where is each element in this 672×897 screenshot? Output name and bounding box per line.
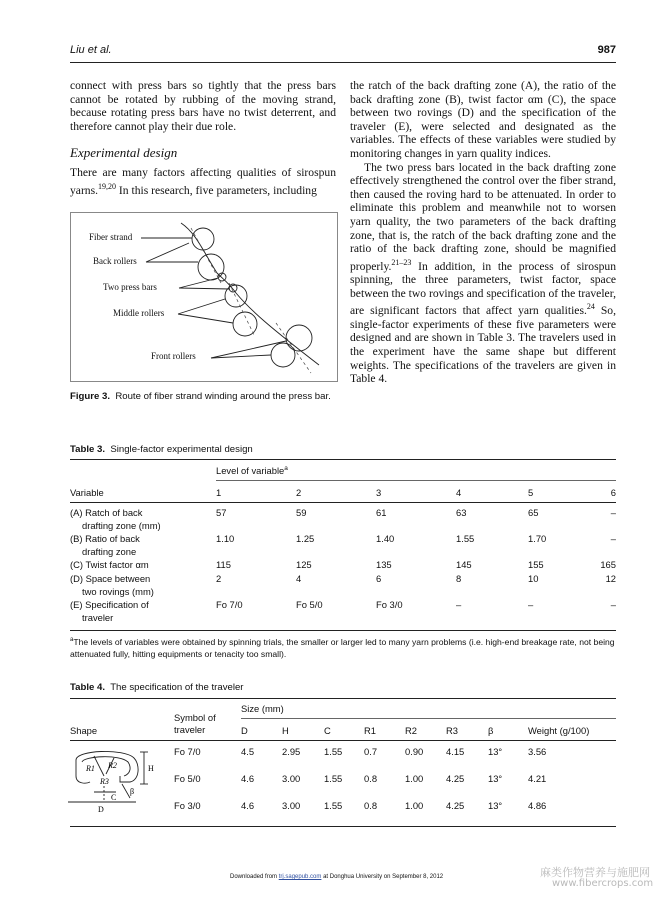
download-footer <box>230 874 443 880</box>
table-cell: 1.55 <box>324 773 343 784</box>
table-cell: 3.00 <box>282 800 301 811</box>
table-cell: 2 <box>216 573 222 584</box>
figure-3-frame <box>70 212 338 382</box>
table-cell: 63 <box>456 507 467 518</box>
table-cell: – <box>610 533 616 544</box>
table-3-caption-text: Single-factor experimental design <box>110 444 253 455</box>
col-R2: R2 <box>405 725 417 736</box>
table-cell: Fo 5/0 <box>174 773 201 784</box>
table-3-caption-label: Table 3. <box>70 444 106 455</box>
table-cell: 1.00 <box>405 773 424 784</box>
front-roller-top <box>286 325 312 351</box>
table-cell: 1.55 <box>324 800 343 811</box>
col-level-3: 3 <box>376 487 382 498</box>
table-cell: 4.6 <box>241 800 255 811</box>
row-label-line2: two rovings (mm) <box>82 585 154 597</box>
col-weight: Weight (g/100) <box>528 725 590 736</box>
citation-ref: 21–23 <box>391 257 412 267</box>
shape-label-r2: R2 <box>108 761 117 770</box>
table-cell: 13° <box>488 800 503 811</box>
table-3-group-header <box>216 465 288 476</box>
group-header-footnote-mark: a <box>284 465 288 472</box>
table-cell: 1.55 <box>456 533 475 544</box>
table-cell: 125 <box>296 559 312 570</box>
col-H: H <box>282 725 289 736</box>
left-paragraph-2 <box>70 166 336 197</box>
table-row <box>174 746 546 773</box>
table-cell: 8 <box>456 573 462 584</box>
table-4-header-rule <box>70 740 616 741</box>
table-3-footnote <box>70 634 616 661</box>
figure-3-caption-text: Route of fiber strand winding around the press bar. <box>115 391 331 402</box>
shape-label-h: H <box>148 764 154 773</box>
label-press-bars: Two press bars <box>103 282 157 292</box>
table-cell: 4 <box>296 573 302 584</box>
table-3 <box>70 487 616 507</box>
shape-label-r1: R1 <box>86 764 95 773</box>
table-cell: 61 <box>376 507 387 518</box>
fiber-strand-path <box>181 223 319 365</box>
row-label <box>70 573 216 599</box>
table-cell: 1.10 <box>216 533 235 544</box>
size-header-rule <box>241 718 616 719</box>
table-4-caption <box>70 682 244 693</box>
table-3-caption <box>70 444 253 455</box>
table-cell: – <box>528 599 534 610</box>
col-level-5: 5 <box>528 487 534 498</box>
table-cell: 4.21 <box>528 773 547 784</box>
footnote-text: The levels of variables were obtained by spinning trials, the smaller or larger led to many yarn problems (i.e. high-end breakage rate, not being attenuated fully, hitting equipments or tenacity too small). <box>70 636 615 660</box>
figure-3-caption-label: Figure 3. <box>70 391 110 402</box>
left-paragraph-2-text: There are many factors affecting qualities of sirospun yarns. <box>70 165 336 197</box>
col-level-2: 2 <box>296 487 302 498</box>
size-header: Size (mm) <box>241 703 284 714</box>
col-level-1: 1 <box>216 487 222 498</box>
table-cell: 165 <box>600 559 616 570</box>
col-R3: R3 <box>446 725 458 736</box>
shape-label-beta: β <box>130 787 135 796</box>
label-fiber-strand: Fiber strand <box>89 232 133 242</box>
table-cell: 10 <box>528 573 539 584</box>
table-cell: – <box>610 507 616 518</box>
table-cell: 4.25 <box>446 800 465 811</box>
col-C: C <box>324 725 331 736</box>
right-paragraph-2-text: The two press bars located in the back drafting zone effectively strengthened the control over the fiber strand, then caused the roving hard to be attenuated. In order to eliminate this problem and meanwhile not to worsen yarn quality, the two parameters of the back drafting zone, that is, the ratch of the back drafting zone and the ratio of the back drafting zone, should be magnified properly. <box>350 160 616 273</box>
table-row <box>70 559 616 573</box>
row-label: (C) Twist factor αm <box>70 559 149 570</box>
table-cell: 4.25 <box>446 773 465 784</box>
back-roller-top <box>192 228 214 250</box>
table-3-top-rule <box>70 459 616 460</box>
table-cell: 12 <box>605 573 616 584</box>
row-label-line2: drafting zone (mm) <box>82 519 161 531</box>
row-label <box>70 599 216 625</box>
left-column <box>70 79 336 197</box>
label-front-rollers: Front rollers <box>151 351 196 361</box>
table-cell: 0.90 <box>405 746 424 757</box>
table-cell: 13° <box>488 773 503 784</box>
col-level-4: 4 <box>456 487 462 498</box>
table-cell: 0.7 <box>364 746 378 757</box>
right-column <box>350 79 616 386</box>
section-title: Experimental design <box>70 145 178 161</box>
table-4-bottom-rule <box>70 826 616 827</box>
footer-suffix: at Donghua University on September 8, 2012 <box>321 874 444 880</box>
row-label-line1: (E) Specification of <box>70 599 149 610</box>
shape-label-r3: R3 <box>100 777 109 786</box>
middle-roller-top <box>225 285 247 307</box>
page-number: 987 <box>597 44 616 56</box>
figure-3-caption <box>70 391 340 402</box>
table-4-top-rule <box>70 698 616 699</box>
table-row <box>70 599 616 625</box>
footer-link[interactable]: trj.sagepub.com <box>278 874 322 880</box>
front-roller-bottom <box>271 343 295 367</box>
row-label <box>70 533 216 559</box>
table-cell: Fo 3/0 <box>376 599 403 610</box>
traveler-shape-diagram <box>64 744 164 822</box>
table-row <box>174 800 546 827</box>
table-cell: 57 <box>216 507 227 518</box>
col-shape: Shape <box>70 725 98 736</box>
table-cell: Fo 3/0 <box>174 800 201 811</box>
col-symbol-line1: Symbol of <box>174 712 216 723</box>
table-4-caption-label: Table 4. <box>70 682 106 693</box>
footnote-mark: a <box>70 637 74 643</box>
col-beta: β <box>488 725 494 736</box>
table-4-caption-text: The specification of the traveler <box>110 682 244 693</box>
col-symbol <box>174 712 216 736</box>
table-cell: 4.6 <box>241 773 255 784</box>
table-cell: 3.56 <box>528 746 547 757</box>
table-cell: 4.86 <box>528 800 547 811</box>
col-variable: Variable <box>70 487 104 498</box>
table-3-group-rule <box>216 480 616 481</box>
footer-prefix: Downloaded from <box>230 874 279 880</box>
table-cell: Fo 7/0 <box>216 599 243 610</box>
shape-label-d: D <box>98 805 104 814</box>
table-cell: 0.8 <box>364 773 378 784</box>
table-4-body <box>174 746 546 827</box>
left-paragraph-2-text-cont: In this research, five parameters, including <box>116 183 317 197</box>
row-label-line1: (A) Ratch of back <box>70 507 143 518</box>
table-cell: 4.5 <box>241 746 255 757</box>
table-row <box>174 773 546 800</box>
table-row <box>70 533 616 559</box>
col-symbol-line2: traveler <box>174 724 206 735</box>
table-cell: – <box>456 599 462 610</box>
table-cell: 1.25 <box>296 533 315 544</box>
table-row <box>70 573 616 599</box>
row-label-line1: (B) Ratio of back <box>70 533 140 544</box>
label-middle-rollers: Middle rollers <box>113 308 165 318</box>
table-cell: 0.8 <box>364 800 378 811</box>
table-cell: 4.15 <box>446 746 465 757</box>
header-rule <box>70 62 616 63</box>
group-header-text: Level of variable <box>216 465 285 477</box>
running-head-authors: Liu et al. <box>70 44 112 56</box>
table-3-body <box>70 507 616 625</box>
table-3-bottom-rule <box>70 630 616 631</box>
table-cell: 135 <box>376 559 392 570</box>
table-3-header-row <box>70 487 616 507</box>
shape-label-c: C <box>111 793 117 802</box>
table-cell: 6 <box>376 573 382 584</box>
col-level-6: 6 <box>610 487 616 498</box>
table-cell: 145 <box>456 559 472 570</box>
right-paragraph-2-text-cont: In addition, in the process of sirospun spinning, the three parameters, twist factor, space between the two rovings and specification of the traveler, are significant factors that affect yarn qualities. <box>350 259 616 318</box>
table-cell: Fo 7/0 <box>174 746 201 757</box>
col-R1: R1 <box>364 725 376 736</box>
row-label-line2: traveler <box>82 611 114 623</box>
table-cell: 155 <box>528 559 544 570</box>
table-cell: 3.00 <box>282 773 301 784</box>
row-label-line1: (D) Space between <box>70 573 151 584</box>
table-cell: – <box>610 599 616 610</box>
left-paragraph-1: connect with press bars so tightly that the press bars cannot be rotated by rubbing of the moving strand, because rotating press bars have no twist deterrent, and therefore cannot play their due role. <box>70 79 336 133</box>
table-row <box>70 507 616 533</box>
table-cell: 1.70 <box>528 533 547 544</box>
label-back-rollers: Back rollers <box>93 256 137 266</box>
right-paragraph-1: the ratch of the back drafting zone (A), the ratio of the back drafting zone (B), twist factor αm (C), the space between two rovings (D) and the specification of the traveler (E), were selected and designated as the variables. The effects of these variables were studied by monitoring changes in yarn quality indices. <box>350 79 616 160</box>
citation-ref: 19,20 <box>98 181 117 191</box>
citation-ref: 24 <box>586 302 595 312</box>
col-D: D <box>241 725 248 736</box>
row-label <box>70 507 216 533</box>
table-4-size-header <box>241 725 589 736</box>
table-cell: 115 <box>216 559 231 570</box>
right-paragraph-2-text-end: So, single-factor experiments of these five parameters were designed and are shown in Table 3. The travelers used in the experiment have the same shape but different weights. The specifications of the travelers are given in Table 4. <box>350 304 616 386</box>
table-cell: 59 <box>296 507 307 518</box>
row-label-line2: drafting zone <box>82 545 137 557</box>
table-cell: 1.55 <box>324 746 343 757</box>
table-cell: 65 <box>528 507 539 518</box>
table-3-header-rule <box>70 502 616 503</box>
watermark-line2: www.fibercrops.com <box>552 878 654 889</box>
table-cell: Fo 5/0 <box>296 599 323 610</box>
table-cell: 1.00 <box>405 800 424 811</box>
table-cell: 13° <box>488 746 503 757</box>
table-cell: 1.40 <box>376 533 395 544</box>
right-paragraph-2 <box>350 161 616 386</box>
watermark-line1: 麻类作物营养与施肥网 <box>540 866 650 879</box>
table-cell: 2.95 <box>282 746 301 757</box>
